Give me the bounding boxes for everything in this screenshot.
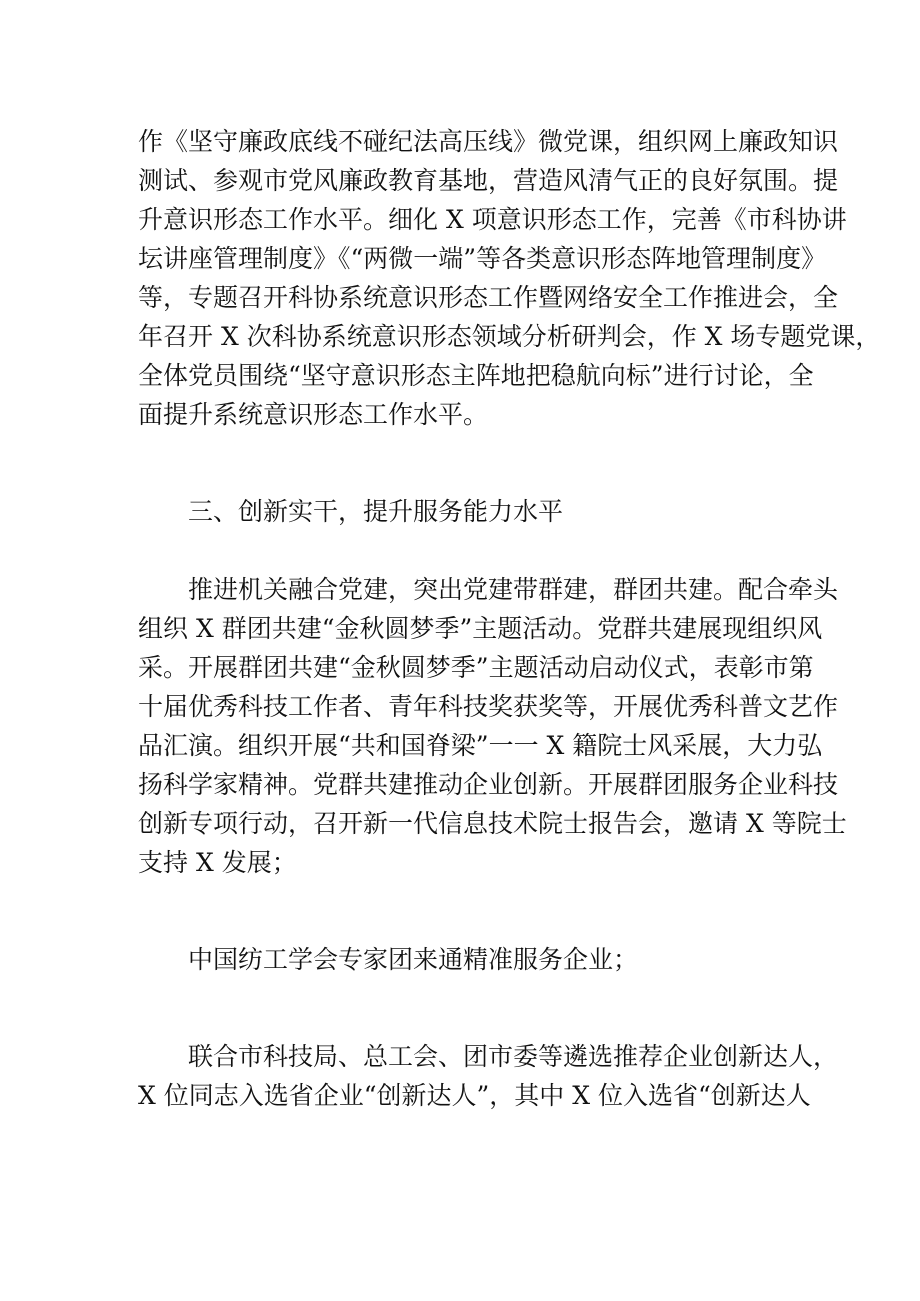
paragraph-line: 年召开 X 次科协系统意识形态领域分析研判会，作 X 场专题党课， [138, 322, 881, 351]
paragraph-line: 升意识形态工作水平。细化 X 项意识形态工作，完善《市科协讲 [138, 205, 847, 234]
paragraph-line: 作《坚守廉政底线不碰纪法高压线》微党课，组织网上廉政知识 [138, 127, 839, 156]
paragraph-line: 十届优秀科技工作者、青年科技奖获奖等，开展优秀科普文艺作 [138, 692, 839, 721]
section-heading: 三、创新实干，提升服务能力水平 [188, 497, 564, 526]
paragraph-line: 测试、参观市党风廉政教育基地，营造风清气正的良好氛围。提 [138, 166, 839, 195]
paragraph-line: X 位同志入选省企业“创新达人”，其中 X 位入选省“创新达人 [138, 1081, 811, 1110]
paragraph-line: 组织 X 群团共建“金秋圆梦季”主题活动。党群共建展现组织风 [138, 614, 823, 643]
paragraph-line: 等，专题召开科协系统意识形态工作暨网络安全工作推进会，全 [138, 283, 839, 312]
paragraph-line: 采。开展群团共建“金秋圆梦季”主题活动启动仪式，表彰市第 [138, 653, 814, 682]
paragraph-line: 全体党员围绕“坚守意识形态主阵地把稳航向标”进行讨论，全 [138, 361, 814, 390]
paragraph-line: 品汇演。组织开展“共和国脊梁”一一 X 籍院士风采展，大力弘 [138, 731, 823, 760]
paragraph-line: 坛讲座管理制度》《“两微一端”等各类意识形态阵地管理制度》 [138, 244, 827, 273]
paragraph-line: 支持 X 发展； [138, 848, 297, 877]
paragraph-line: 联合市科技局、总工会、团市委等遴选推荐企业创新达人， [188, 1042, 839, 1071]
paragraph-line: 面提升系统意识形态工作水平。 [138, 400, 489, 429]
paragraph-line: 中国纺工学会专家团来通精准服务企业； [188, 945, 639, 974]
paragraph-line: 推进机关融合党建，突出党建带群建，群团共建。配合牵头 [188, 575, 839, 604]
paragraph-line: 创新专项行动，召开新一代信息技术院士报告会，邀请 X 等院士 [138, 809, 847, 838]
paragraph-line: 扬科学家精神。党群共建推动企业创新。开展群团服务企业科技 [138, 770, 839, 799]
